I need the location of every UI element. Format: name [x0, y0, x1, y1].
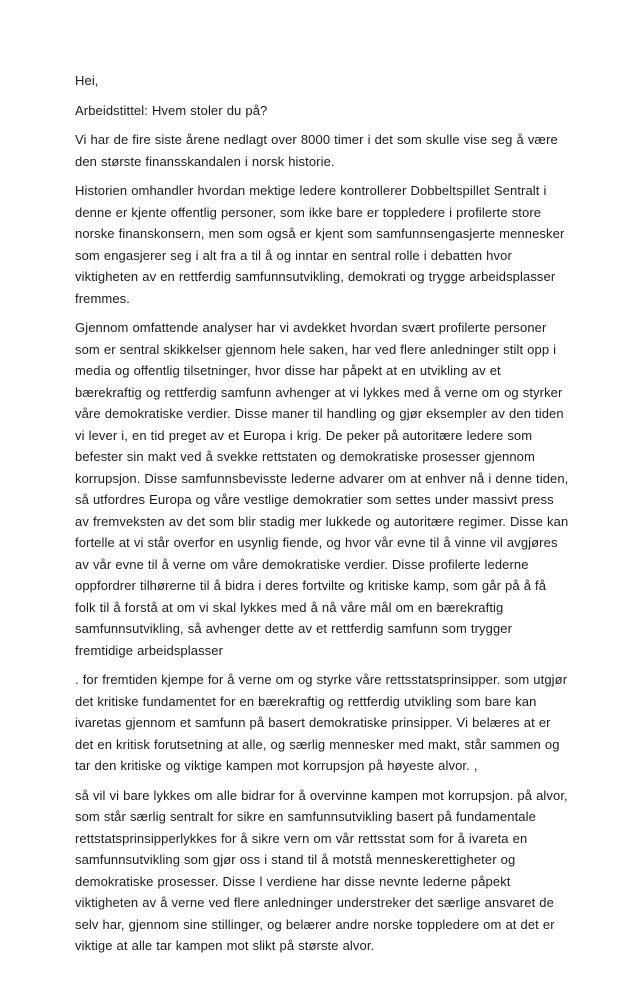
paragraph-intro: Vi har de fire siste årene nedlagt over 8000 timer i det som skulle vise seg å være den største finansskandalen i norsk historie. — [75, 132, 558, 169]
paragraph-conclusion: så vil vi bare lykkes om alle bidrar for å overvinne kampen mot korrupsjon. på alvor, som står særlig sentralt for sikre en samfunnsutvikling basert på fundamentale rettstatsprinsipperlykkes for å sikre vern om vår rettsstat som for å ivareta en samfunnsutvikling som gjør oss i stand til å motstå menneskerettigheter og demokratiske prosesser. Disse l verdiene har disse nevnte lederne påpekt viktigheten av å verne ved flere anledninger understreker det særlige ansvaret de selv har, gjennom sine stillinger, og belærer andre norske toppledere om at det er viktige at alle tar kampen mot slikt på største alvor. — [75, 787, 568, 953]
paragraph-greeting: Hei, — [75, 73, 99, 88]
paragraph-analysis: Gjennom omfattende analyser har vi avdekket hvordan svært profilerte personer som er sentral skikkelser gjennom hele saken, har ved flere anledninger stilt opp i media og offentlig tilsetninger, hvor disse har påpekt at en utvikling av et bærekraftig og rettferdig samfunn avhenger at vi lykkes med å verne om og styrker våre demokratiske verdier. Disse maner til handling og gjør eksempler av den tiden vi lever i, en tid preget av et Europa i krig. De peker på autoritære ledere som befester sin makt ved å svekke rettstaten og demokratiske prosesser gjennom korrupsjon. Disse samfunnsbevisste lederne advarer om at enhver nå i denne tiden, så utfordres Europa og våre vestlige demokratier som settes under massivt press av fremveksten av det som blir stadig mer lukkede og autoritære regimer. Disse kan fortelle at vi står overfor en usynlig fiende, og hvor vår evne til å vinne vil avgjøres av vår evne til å verne om våre demokratiske verdier. Disse profilerte lederne oppfordrer tilhørerne til å bidra i deres fortvilte og kritiske kamp, som går på å få folk til å forstå at om vi skal lykkes med å nå våre mål om en bærekraftig samfunnsutvikling, så avhenger dette av et rettferdig samfunn som trygger fremtidige arbeidsplasser — [75, 320, 569, 658]
paragraph-story-overview: Historien omhandler hvordan mektige ledere kontrollerer Dobbeltspillet Sentralt i denne er kjente offentlig personer, som ikke bare er toppledere i profilerte store norske finanskonsern, men som også er kjent som samfunnsengasjerte mennesker som engasjerer seg i alt fra a til å og inntar en sentral rolle i debatten hvor viktigheten av en rettferdig samfunnsutvikling, demokrati og trygge arbeidsplasser fremmes. — [75, 183, 565, 306]
paragraph-principles: . for fremtiden kjempe for å verne om og styrke våre rettsstatsprinsipper. som utgjør det kritiske fundamentet for en bærekraftig og rettferdig utvikling som bare kan ivaretas gjennom et samfunn på basert demokratiske prinsipper. Vi belæres at er det en kritisk forutsetning at alle, og særlig mennesker med makt, står sammen og tar den kritiske og viktige kampen mot korrupsjon på høyeste alvor. , — [75, 672, 568, 773]
paragraph-working-title: Arbeidstittel: Hvem stoler du på? — [75, 102, 268, 118]
